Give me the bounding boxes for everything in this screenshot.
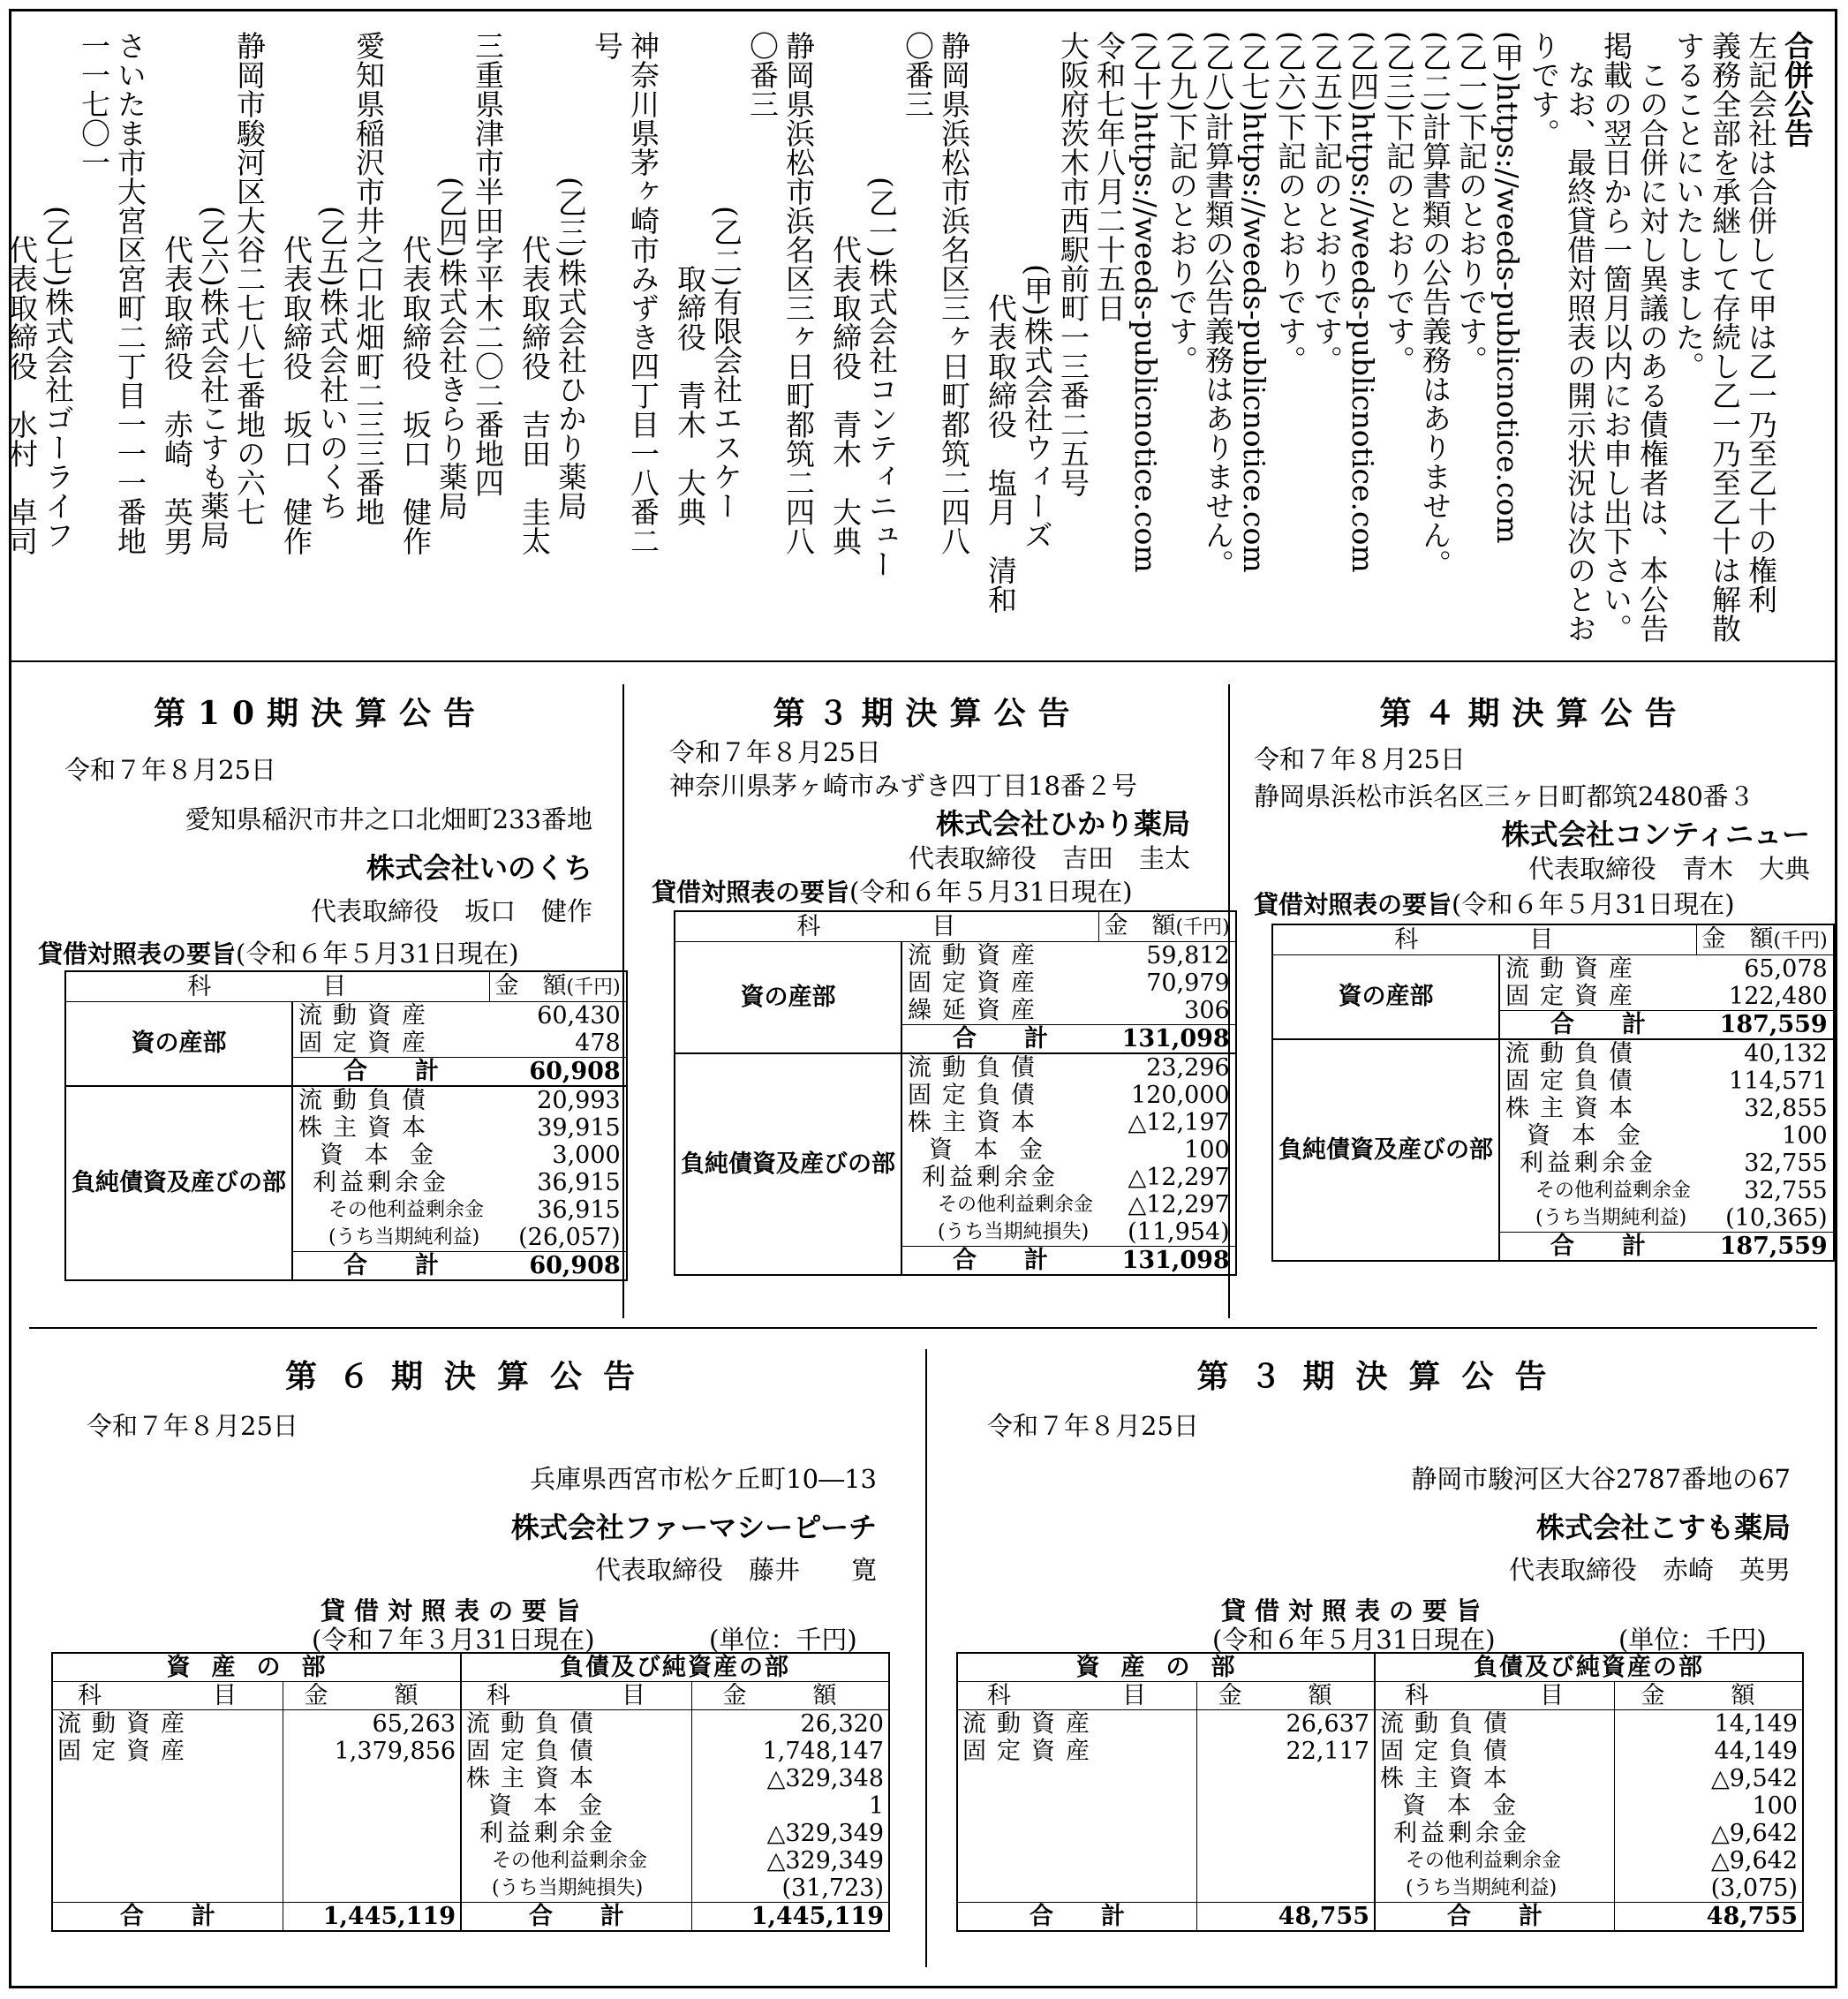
row-label: 固定負債	[1505, 1067, 1643, 1095]
party-line: (乙三)株式会社ひかり薬局	[554, 31, 588, 520]
financial-notice-inokuchi	[29, 669, 621, 1323]
col-amount: 金 額	[1641, 1682, 1776, 1709]
liabilities-section-label: 負純債資及産びの部	[675, 1053, 901, 1275]
row-label: 株主資本	[908, 1109, 1045, 1136]
liability-value: 1,748,147	[762, 1738, 884, 1765]
bs-heading: 貸借対照表の要旨	[1254, 890, 1452, 919]
merger-body-line: 義務全部を承継して存続し乙一乃至乙十は解散	[1708, 31, 1742, 643]
row-value: 32,755	[1744, 1177, 1828, 1204]
row-value: (10,365)	[1725, 1204, 1828, 1232]
row-label: 利益剰余金	[313, 1169, 449, 1196]
party-line: 大阪府茨木市西駅前町一三番二五号	[1056, 31, 1090, 497]
total-value: 187,559	[1696, 1011, 1834, 1040]
liability-value: 26,320	[800, 1710, 884, 1738]
balance-sheet-table	[674, 910, 1237, 1276]
notice-date: 令和７年８月25日	[1254, 744, 1466, 774]
party-line: 代表取締役 坂口 健作	[398, 31, 433, 555]
col-amount	[1098, 911, 1236, 942]
party-line: 愛知県稲沢市井之口北畑町二三三番地	[351, 31, 386, 526]
col-amount: 金 額	[722, 1682, 858, 1709]
party-line: 〇番三	[901, 31, 935, 118]
assets-total-label: 合 計	[52, 1903, 283, 1932]
row-label: 流動負債	[1505, 1040, 1643, 1067]
merger-title: 合併公告	[1780, 31, 1814, 147]
row-label: 流動負債	[908, 1054, 1045, 1082]
liability-value: △9,642	[1710, 1820, 1798, 1847]
assets-section-label: 資の産部	[675, 942, 901, 1054]
row-label: その他利益剰余金	[1535, 1180, 1692, 1202]
assets-header: 資産の部	[52, 1653, 461, 1682]
disclosure-line: (乙三)下記のとおりです。	[1382, 31, 1416, 374]
company-representative: 代表取締役 赤崎 英男	[1508, 1555, 1791, 1585]
liability-label: 固定負債	[1375, 1738, 1615, 1765]
company-name: 株式会社ファーマシーピーチ	[510, 1511, 877, 1544]
unit-label: (単位：千円)	[709, 1625, 857, 1655]
row-label: 利益剰余金	[1520, 1150, 1656, 1177]
col-amount: 金 額	[283, 1682, 462, 1710]
notice-title: 第３期決算公告	[773, 695, 1082, 732]
party-line: 取締役 青木 大典	[673, 31, 707, 526]
disclosure-line: (乙五)下記のとおりです。	[1309, 31, 1344, 374]
party-line: (乙六)株式会社こすも薬局	[196, 31, 230, 549]
asset-value: 26,637	[1197, 1710, 1376, 1739]
financial-notice-kosumo	[939, 1336, 1826, 1985]
notice-date: 令和７年８月25日	[64, 755, 276, 785]
row-label: 流動資産	[1505, 955, 1643, 983]
company-name: 株式会社ひかり薬局	[935, 807, 1190, 841]
assets-section-label: 資の産部	[65, 1002, 292, 1087]
bs-date: (令和６年５月31日現在)	[849, 877, 1133, 907]
row-value: 100	[1782, 1122, 1828, 1150]
merger-body-line: 左記会社は合併して甲は乙一乃至乙十の権利	[1744, 31, 1778, 614]
liability-label: その他利益剰余金	[1375, 1847, 1615, 1875]
col-amount-label: 金 額	[494, 972, 567, 999]
liabilities-total-value: 48,755	[1706, 1903, 1798, 1930]
liability-label: 資本金	[461, 1792, 692, 1820]
disclosure-line: (乙一)下記のとおりです。	[1454, 31, 1489, 374]
total-value: 187,559	[1696, 1233, 1834, 1262]
party-line: 静岡市駿河区大谷二七八七番地の六七	[232, 31, 267, 526]
bs-date: (令和６年５月31日現在)	[1452, 889, 1735, 919]
col-amount-label: 金 額	[1701, 925, 1774, 953]
balance-sheet-table	[51, 1652, 890, 1932]
liability-value: 1	[868, 1792, 884, 1820]
notice-date: 令和７年８月25日	[669, 737, 881, 767]
total-label: 合 計	[292, 1252, 489, 1281]
company-name: 株式会社こすも薬局	[1535, 1511, 1791, 1544]
notice-title: 第４期決算公告	[1379, 695, 1689, 732]
merger-body-line: なお、最終貸借対照表の開示状況は次のとお	[1563, 31, 1597, 643]
financial-notice-peach	[29, 1336, 912, 1985]
assets-total-label: 合 計	[957, 1903, 1197, 1932]
row-label: (うち当期純損失)	[938, 1221, 1090, 1243]
liabilities-section-label: 負純債資及産びの部	[1272, 1039, 1499, 1261]
liabilities-total-label: 合 計	[461, 1903, 692, 1932]
row-value: 40,132	[1744, 1040, 1828, 1067]
row-value: △12,197	[1128, 1109, 1230, 1136]
row-label: 固定資産	[1505, 983, 1643, 1010]
row-value: 65,078	[1744, 955, 1828, 983]
liability-value: △329,348	[766, 1765, 884, 1792]
disclosure-line: (乙四)https://weeds-publicnotice.com	[1346, 31, 1380, 573]
balance-sheet-table	[956, 1652, 1804, 1932]
notice-page	[4, 9, 1837, 1988]
total-value: 131,098	[1098, 1247, 1236, 1276]
asset-value: 65,263	[283, 1710, 462, 1739]
company-representative: 代表取締役 坂口 健作	[310, 896, 592, 926]
total-value: 60,908	[489, 1252, 627, 1281]
row-label: 資本金	[320, 1142, 455, 1169]
liabilities-section-label: 負純債資及産びの部	[65, 1086, 292, 1280]
row-value: 306	[1184, 997, 1230, 1024]
party-line: さいたま市大宮区宮町二丁目一一一番地	[113, 31, 147, 555]
bs-heading: 貸借対照表の要旨	[1221, 1596, 1490, 1626]
col-item: 科 目	[957, 1682, 1197, 1710]
company-representative: 代表取締役 藤井 寛	[594, 1555, 877, 1585]
col-item: 科 目	[461, 1682, 692, 1710]
row-label: 流動資産	[298, 1002, 436, 1030]
party-line: 神奈川県茅ヶ崎市みずき四丁目一八番二	[626, 31, 660, 555]
financial-notice-continue	[1241, 669, 1828, 1323]
col-item: 科 目	[1272, 924, 1696, 955]
liability-label: その他利益剰余金	[461, 1847, 692, 1875]
asset-value: 1,379,856	[283, 1738, 462, 1765]
balance-sheet-table	[64, 970, 628, 1281]
party-line: (乙四)株式会社きらり薬局	[434, 31, 469, 520]
company-name: 株式会社コンティニュー	[1501, 818, 1810, 851]
row-value: 36,915	[537, 1169, 621, 1196]
liability-label: (うち当期純損失)	[461, 1875, 692, 1903]
company-representative: 代表取締役 青木 大典	[1527, 854, 1810, 884]
unit-label: (千円)	[1175, 917, 1230, 939]
company-address: 静岡市駿河区大谷2787番地の67	[1411, 1464, 1791, 1494]
merger-body-line: 掲載の翌日から一箇月以内にお申し出下さい。	[1599, 31, 1633, 643]
row-label: 資本金	[929, 1136, 1064, 1164]
balance-sheet-table	[1271, 924, 1835, 1262]
row-value: 114,571	[1729, 1067, 1828, 1095]
party-line: 静岡県浜松市浜名区三ヶ日町都筑二四八	[781, 31, 816, 555]
asset-label: 固定資産	[52, 1738, 283, 1765]
total-label: 合 計	[1499, 1233, 1696, 1262]
party-line: 代表取締役 吉田 圭太	[517, 31, 552, 555]
liabilities-header: 負債及び純資産の部	[1474, 1654, 1704, 1681]
liabilities-header: 負債及び純資産の部	[560, 1654, 790, 1681]
notice-date: 令和７年８月25日	[87, 1411, 298, 1441]
col-amount	[489, 971, 627, 1002]
disclosure-line: (乙六)下記のとおりです。	[1273, 31, 1308, 374]
liability-label: 株主資本	[1375, 1765, 1615, 1792]
row-value: 3,000	[552, 1142, 621, 1169]
asset-label: 流動資産	[52, 1710, 283, 1739]
row-value: 36,915	[537, 1196, 621, 1224]
row-value: 60,430	[537, 1002, 621, 1030]
total-label: 合 計	[901, 1247, 1098, 1276]
liability-label: 利益剰余金	[461, 1820, 692, 1847]
merger-columns	[0, 31, 1815, 649]
row-label: 固定資産	[298, 1030, 436, 1057]
row-label: 繰延資産	[908, 997, 1045, 1024]
row-label: その他利益剰余金	[328, 1199, 485, 1221]
party-line: 〇番三	[745, 31, 780, 118]
column-divider	[925, 1349, 927, 1967]
party-line: 代表取締役 赤崎 英男	[160, 31, 194, 555]
liability-value: (3,075)	[1710, 1875, 1798, 1902]
row-value: 100	[1184, 1136, 1230, 1164]
bs-heading: 貸借対照表の要旨	[38, 939, 237, 969]
merger-body-line: この合併に対し異議のある債権者は、本公告	[1635, 31, 1670, 643]
total-label: 合 計	[901, 1025, 1098, 1054]
liability-value: △329,349	[766, 1820, 884, 1847]
row-value: 23,296	[1146, 1054, 1230, 1082]
col-amount	[1696, 924, 1834, 955]
total-label: 合 計	[292, 1058, 489, 1087]
disclosure-line: (乙八)計算書類の公告義務はありません。	[1201, 31, 1235, 578]
total-value: 131,098	[1098, 1025, 1236, 1054]
liability-value: △9,542	[1710, 1765, 1798, 1792]
row-label: (うち当期純利益)	[328, 1226, 480, 1248]
col-item: 科 目	[1375, 1682, 1615, 1710]
row-label: 流動負債	[298, 1087, 436, 1114]
company-representative: 代表取締役 吉田 圭太	[908, 843, 1190, 873]
row-label: 固定資産	[908, 969, 1045, 997]
party-line: 静岡県浜松市浜名区三ヶ日町都筑二四八	[937, 31, 971, 555]
row-value: 478	[575, 1030, 621, 1057]
row-value: 59,812	[1146, 942, 1230, 969]
party-line: (乙七)株式会社ゴーライフ	[41, 31, 75, 549]
disclosure-line: (甲)https://weeds-publicnotice.com	[1490, 31, 1525, 544]
notice-title: 第10期決算公告	[153, 695, 488, 732]
liability-label: 流動負債	[461, 1710, 692, 1739]
assets-header: 資産の部	[957, 1653, 1375, 1682]
bs-date: (令和６年５月31日現在)	[1212, 1625, 1496, 1655]
liabilities-total-label: 合 計	[1375, 1903, 1615, 1932]
row-label: 利益剰余金	[922, 1164, 1059, 1191]
row-label: 固定負債	[908, 1082, 1045, 1109]
unit-label: (単位：千円)	[1618, 1625, 1767, 1655]
col-item: 科 目	[52, 1682, 283, 1710]
col-item: 科 目	[675, 911, 1098, 942]
disclosure-line: (乙二)計算書類の公告義務はありません。	[1418, 31, 1452, 578]
row-label: その他利益剰余金	[938, 1194, 1094, 1216]
row-label: 株主資本	[1505, 1095, 1643, 1122]
row-value: 32,855	[1744, 1095, 1828, 1122]
row-value: 32,755	[1744, 1150, 1828, 1177]
company-name: 株式会社いのくち	[366, 851, 592, 885]
unit-label: (千円)	[566, 977, 621, 999]
merger-date: 令和七年八月二十五日	[1092, 31, 1127, 322]
party-line: 代表取締役 水村 卓司	[4, 31, 39, 555]
row-value: 20,993	[537, 1087, 621, 1114]
party-line: 号	[590, 31, 624, 60]
party-line: (乙五)株式会社いのくち	[315, 31, 350, 520]
liability-label: (うち当期純利益)	[1375, 1875, 1615, 1903]
financial-notice-hikari	[634, 669, 1230, 1323]
liability-value: 100	[1752, 1792, 1798, 1820]
bs-heading: 貸借対照表の要旨	[321, 1596, 590, 1626]
row-value: (26,057)	[518, 1224, 621, 1251]
row-label: (うち当期純利益)	[1535, 1207, 1687, 1229]
total-value: 60,908	[489, 1058, 627, 1087]
disclosure-line: (乙十)https://weeds-publicnotice.com	[1128, 31, 1163, 573]
assets-total-value: 48,755	[1197, 1903, 1376, 1932]
row-value: 70,979	[1146, 969, 1230, 997]
row-label: 株主資本	[298, 1114, 436, 1142]
party-line: (甲)株式会社ウィーズ	[1020, 31, 1054, 549]
liabilities-total-value: 1,445,119	[751, 1903, 884, 1930]
total-label: 合 計	[1499, 1011, 1696, 1040]
party-line: 代表取締役 塩月 清和	[984, 31, 1018, 614]
liability-label: 株主資本	[461, 1765, 692, 1792]
company-address: 愛知県稲沢市井之口北畑町233番地	[185, 804, 592, 834]
liability-label: 流動負債	[1375, 1710, 1615, 1739]
merger-body-line: することにいたしました。	[1671, 31, 1706, 381]
row-value: △12,297	[1128, 1191, 1230, 1218]
company-address: 神奈川県茅ヶ崎市みずき四丁目18番２号	[669, 771, 1137, 801]
party-line: (乙二)有限会社エスケー	[709, 31, 743, 520]
company-address: 静岡県浜松市浜名区三ヶ日町都筑2480番３	[1254, 781, 1754, 811]
row-value: (11,954)	[1128, 1218, 1230, 1246]
disclosure-line: (乙九)下記のとおりです。	[1165, 31, 1199, 374]
liability-label: 資本金	[1375, 1792, 1615, 1820]
disclosure-line: (乙七)https://weeds-publicnotice.com	[1237, 31, 1271, 573]
party-line: (乙一)株式会社コンティニュー	[864, 31, 899, 578]
bs-heading: 貸借対照表の要旨	[652, 878, 850, 907]
bs-heading-line	[652, 872, 1133, 909]
col-item: 科 目	[65, 971, 489, 1002]
merger-body-line: りです。	[1527, 31, 1561, 147]
notice-title: 第３期決算公告	[1196, 1358, 1568, 1395]
merger-notice	[4, 11, 1835, 662]
liability-value: 44,149	[1714, 1738, 1798, 1765]
asset-label: 固定資産	[957, 1738, 1197, 1765]
row-label: 資本金	[1527, 1122, 1662, 1150]
col-amount: 金 額	[1197, 1682, 1376, 1710]
party-line: 三重県津市半田字平木二〇二番地四	[471, 31, 505, 497]
party-line: 代表取締役 坂口 健作	[279, 31, 313, 555]
liability-value: 14,149	[1714, 1710, 1798, 1738]
asset-label: 流動資産	[957, 1710, 1197, 1739]
asset-value: 22,117	[1197, 1738, 1376, 1765]
liability-value: △329,349	[766, 1847, 884, 1875]
liability-value: (31,723)	[781, 1875, 884, 1902]
row-value: △12,297	[1128, 1164, 1230, 1191]
bs-date: (令和７年３月31日現在)	[312, 1625, 595, 1655]
unit-label: (千円)	[1773, 930, 1828, 952]
bs-heading-line	[38, 934, 519, 970]
bs-date: (令和６年５月31日現在)	[236, 939, 519, 969]
liability-value: △9,642	[1710, 1847, 1798, 1875]
party-line: 代表取締役 青木 大典	[828, 31, 863, 555]
row-value: 122,480	[1729, 983, 1828, 1010]
bs-heading-line	[1254, 885, 1735, 921]
company-address: 兵庫県西宮市松ケ丘町10―13	[530, 1464, 877, 1494]
row-value: 120,000	[1131, 1082, 1230, 1109]
notice-date: 令和７年８月25日	[987, 1411, 1199, 1441]
assets-total-value: 1,445,119	[283, 1903, 462, 1932]
row-divider	[29, 1327, 1817, 1329]
col-amount-label: 金 額	[1104, 912, 1176, 939]
row-label: 流動資産	[908, 942, 1045, 969]
liability-label: 固定負債	[461, 1738, 692, 1765]
row-value: 39,915	[537, 1114, 621, 1142]
liability-label: 利益剰余金	[1375, 1820, 1615, 1847]
notice-title: 第６期決算公告	[284, 1358, 656, 1395]
assets-section-label: 資の産部	[1272, 955, 1499, 1040]
party-line: 一一七〇一	[77, 31, 111, 177]
